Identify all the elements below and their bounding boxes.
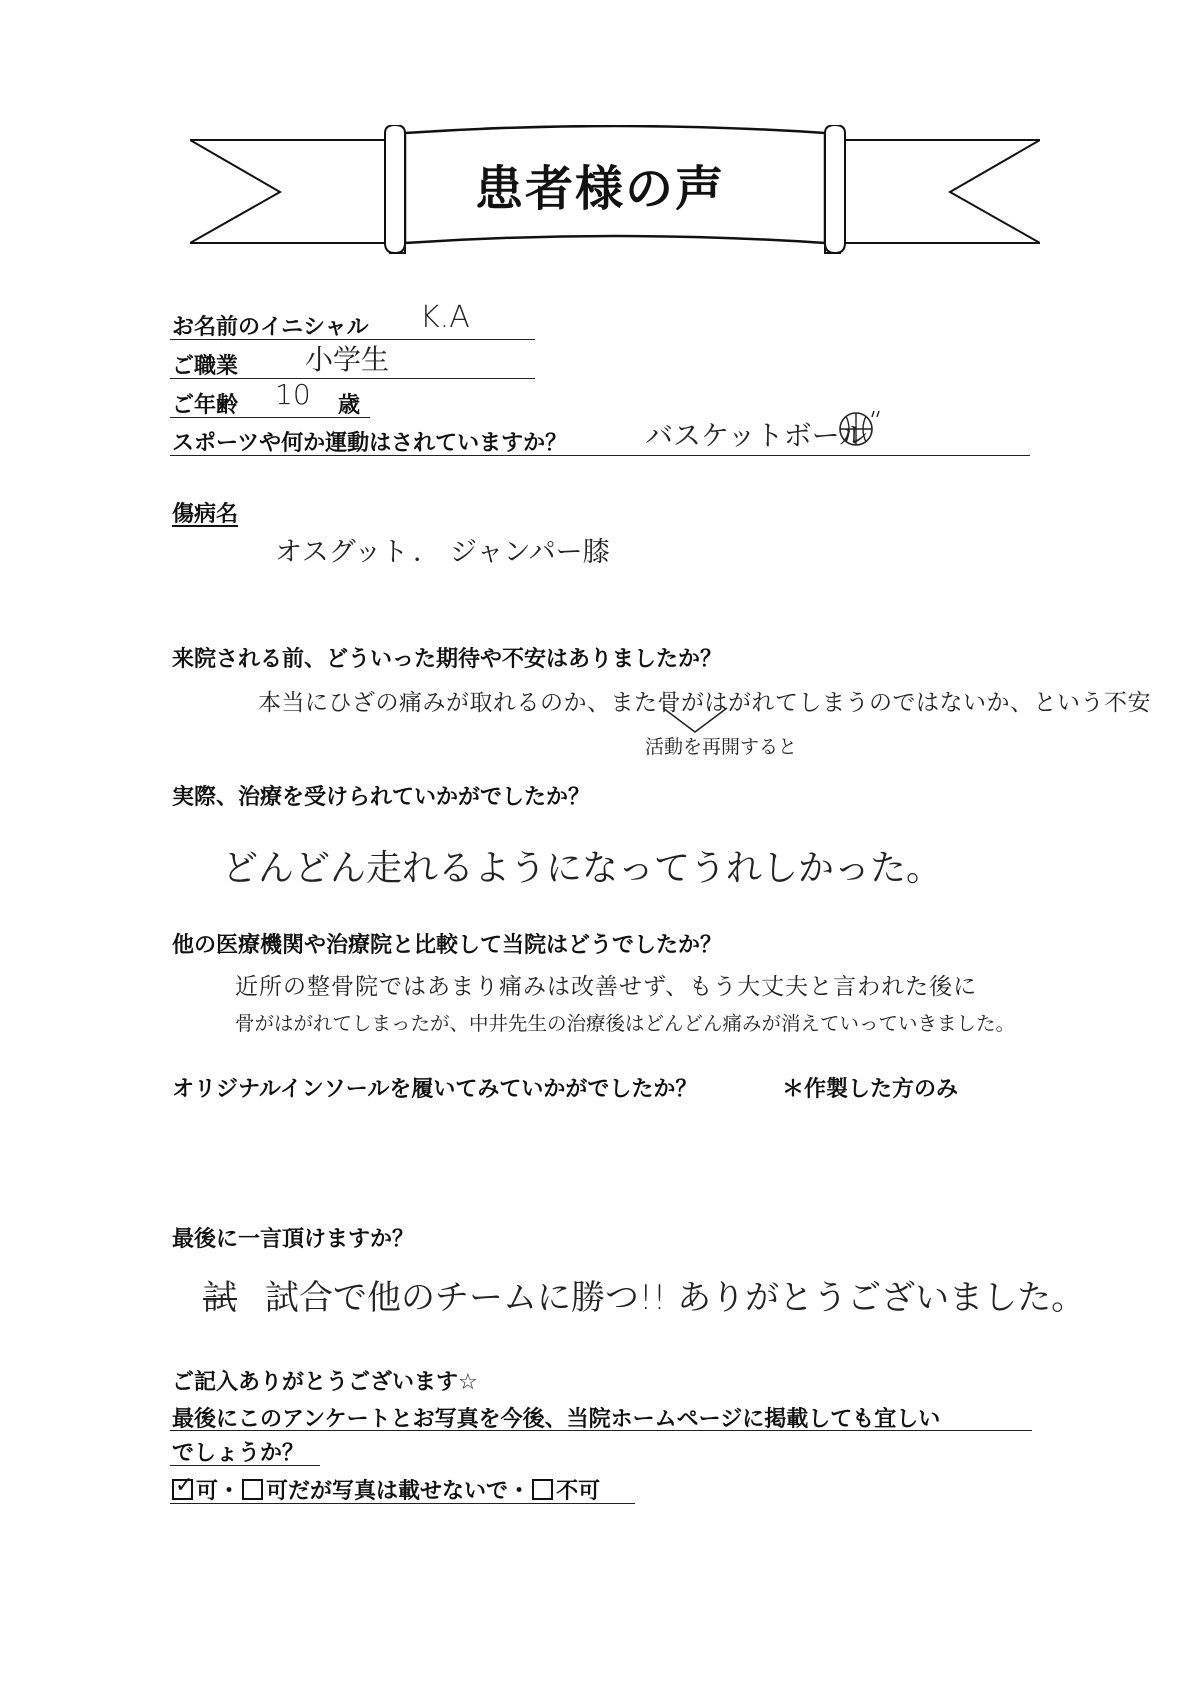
sports-value: バスケットボール <box>645 419 868 452</box>
thanks-text: ご記入ありがとうございます☆ <box>172 1370 478 1395</box>
age-unit: 歳 <box>338 393 361 418</box>
option-no-checkbox[interactable] <box>532 1479 553 1500</box>
age-value: 10 <box>275 378 311 411</box>
consent-underline-1 <box>170 1430 1032 1431</box>
q5-answer: 試合で他のチームに勝つ!! ありがとうございました。 <box>265 1278 1086 1318</box>
option-separator-2: ・ <box>508 1479 531 1504</box>
age-label: ご年齢 <box>172 393 239 418</box>
q1-answer-note: 活動を再開すると <box>645 736 798 758</box>
q3-answer-line-2: 骨がはがれてしまったが、中井先生の治療後はどんどん痛みが消えていっていきました。 <box>235 1012 1016 1035</box>
initials-label: お名前のイニシャル <box>172 315 369 340</box>
q4-label: オリジナルインソールを履いてみていかがでしたか？ <box>172 1077 698 1102</box>
injury-value-1: オスグット <box>275 537 409 568</box>
insertion-mark <box>660 705 730 735</box>
consent-options-underline <box>170 1503 635 1504</box>
sports-label: スポーツや何か運動はされていますか？ <box>172 431 568 456</box>
occupation-value: 小学生 <box>305 343 390 376</box>
occupation-label: ご職業 <box>172 354 239 379</box>
sports-underline <box>170 455 1030 456</box>
initials-value: K.A <box>420 300 470 335</box>
consent-options <box>170 1474 600 1505</box>
consent-underline-2 <box>170 1465 320 1466</box>
q2-label: 実際、治療を受けられていかがでしたか？ <box>172 785 591 810</box>
q1-answer: 本当にひざの痛みが取れるのか、また骨がはがれてしまうのではないか、という不安 <box>258 690 1151 716</box>
consent-line-2: でしょうか？ <box>172 1441 305 1466</box>
injury-label: 傷病名 <box>172 502 239 527</box>
option-separator-1: ・ <box>218 1479 241 1504</box>
q1-label: 来院される前、どういった期待や不安はありましたか？ <box>172 647 723 672</box>
q3-label: 他の医療機関や治療院と比較して当院はどうでしたか？ <box>172 933 723 958</box>
option-yes-label: 可 <box>196 1479 219 1504</box>
consent-line-1: 最後にこのアンケートとお写真を今後、当院ホームページに掲載しても宜しい <box>172 1407 941 1432</box>
page-title: 患者様の声 <box>474 161 725 217</box>
injury-value-2: ジャンパー膝 <box>450 537 610 568</box>
option-no-photo-checkbox[interactable] <box>242 1479 263 1500</box>
basketball-icon <box>836 407 882 449</box>
option-yes-checkbox[interactable] <box>172 1473 194 1500</box>
q3-answer-line-1: 近所の整骨院ではあまり痛みは改善せず、もう大丈夫と言われた後に <box>235 974 978 1000</box>
q5-crossed-out: 試 <box>203 1278 237 1318</box>
occupation-underline <box>170 378 535 379</box>
q2-answer: どんどん走れるようになってうれしかった。 <box>222 848 943 889</box>
age-underline <box>170 417 370 418</box>
injury-separator: ． <box>413 537 440 568</box>
checkmark-icon: ✓ <box>175 1473 194 1498</box>
q4-note: ＊作製した方のみ <box>782 1077 959 1102</box>
option-no-photo-label: 可だが写真は載せないで <box>266 1479 509 1504</box>
option-no-label: 不可 <box>556 1479 601 1504</box>
q5-label: 最後に一言頂けますか？ <box>172 1227 415 1252</box>
